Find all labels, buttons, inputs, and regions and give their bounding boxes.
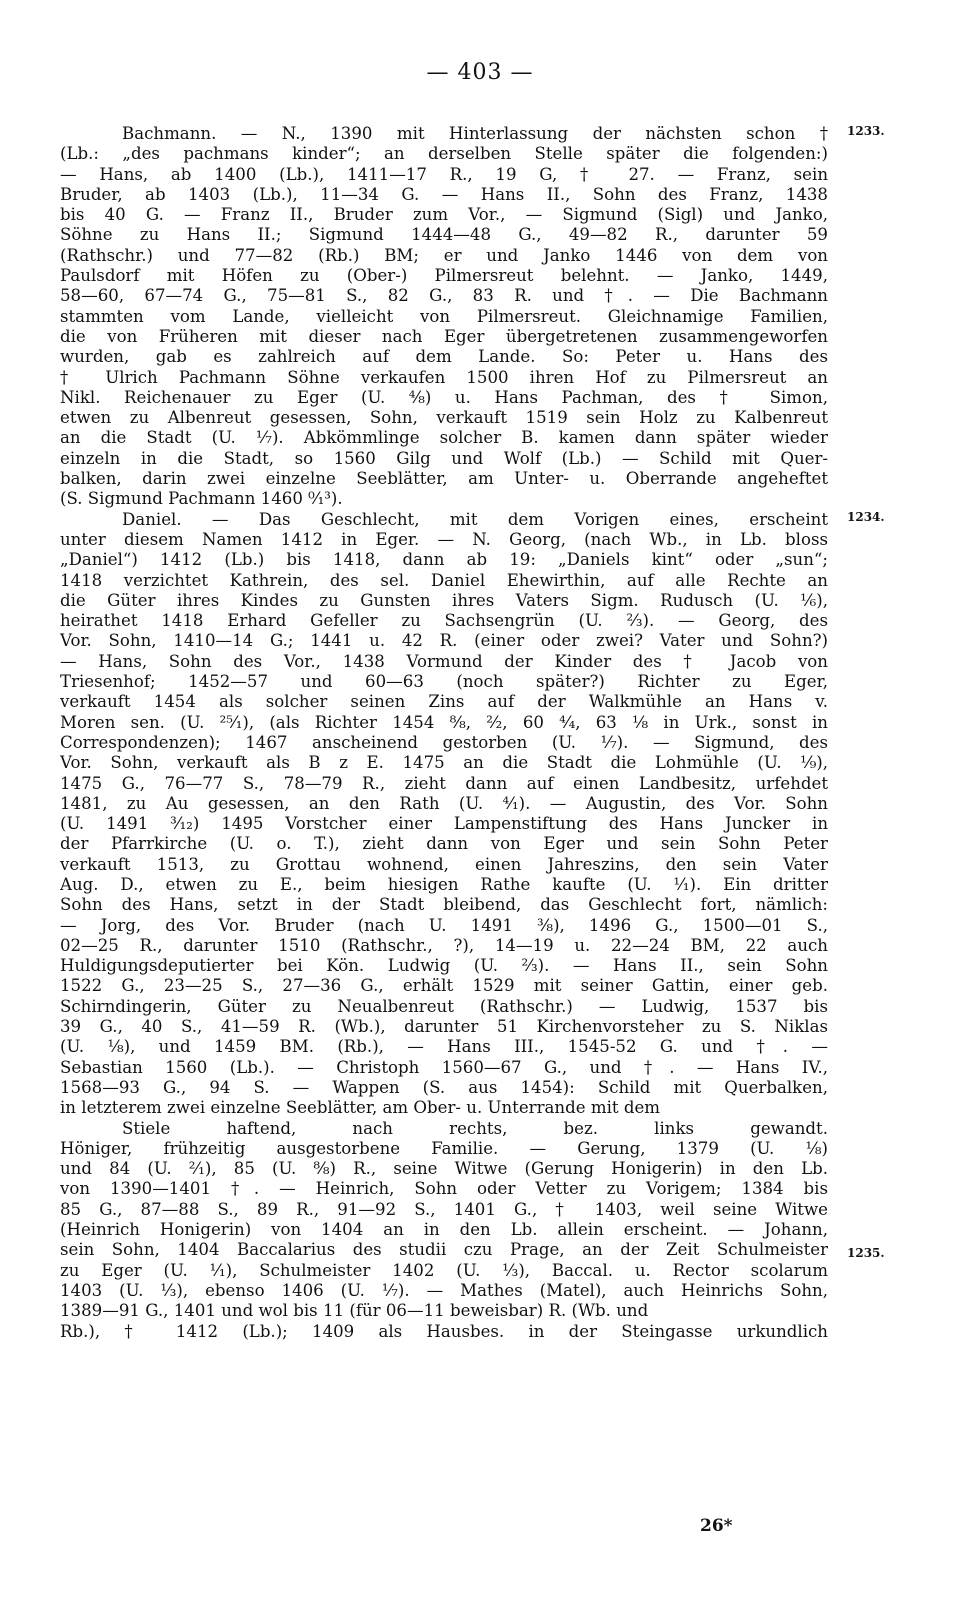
text-line: (Rathschr.) und 77—82 (Rb.) BM; er und Janko 1446 von dem von	[60, 245, 828, 265]
text-line: der Pfarrkirche (U. o. T.), zieht dann von Eger und sein Sohn Peter	[60, 834, 828, 854]
entry-heading-line: Bachmann. — N., 1390 mit Hinterlassung der nächsten schon †	[122, 124, 828, 143]
page-number: — 403 —	[426, 60, 534, 85]
text-line: die von Früheren mit dieser nach Eger übergetretenen zusammengeworfen	[60, 326, 828, 346]
text-line: Nikl. Reichenauer zu Eger (U. ⁴⁄₈) u. Hans Pachman, des † Simon,	[60, 387, 828, 407]
text-line: (Heinrich Honigerin) von 1404 an in den Lb. allein erscheint. — Johann,	[60, 1220, 828, 1240]
margin-note-1234: 1234.	[847, 510, 885, 524]
margin-note-1233: 1233.	[847, 124, 885, 138]
text-line: etwen zu Albenreut gesessen, Sohn, verkauft 1519 sein Holz zu Kalbenreut	[60, 408, 828, 428]
text-line: 1403 (U. ¹⁄₃), ebenso 1406 (U. ¹⁄₇). — Mathes (Matel), auch Heinrichs Sohn,	[60, 1280, 828, 1300]
text-line: Rb.), † 1412 (Lb.); 1409 als Hausbes. in der Steingasse urkundlich	[60, 1321, 828, 1341]
text-line: Sohn des Hans, setzt in der Stadt bleibend, das Geschlecht fort, nämlich:	[60, 895, 828, 915]
text-line: 1568—93 G., 94 S. — Wappen (S. aus 1454): Schild mit Querbalken,	[60, 1077, 828, 1097]
text-line: verkauft 1454 als solcher seinen Zins auf der Walkmühle an Hans v.	[60, 692, 828, 712]
text-line: „Daniel“) 1412 (Lb.) bis 1418, dann ab 19: „Daniels kint“ oder „sun“;	[60, 550, 828, 570]
signature-mark: 26*	[700, 1516, 733, 1536]
text-line: Aug. D., etwen zu E., beim hiesigen Rathe kaufte (U. ¹⁄₁). Ein dritter	[60, 874, 828, 894]
entry-heading-line: Stiele haftend, nach rechts, bez. links gewandt.	[122, 1118, 828, 1138]
text-line: — Hans, ab 1400 (Lb.), 1411—17 R., 19 G, † 27. — Franz, sein	[60, 164, 828, 184]
text-line: Sebastian 1560 (Lb.). — Christoph 1560—67 G., und †. — Hans IV.,	[60, 1057, 828, 1077]
text-line: † Ulrich Pachmann Söhne verkaufen 1500 ihren Hof zu Pilmersreut an	[60, 367, 828, 387]
text-line: (S. Sigmund Pachmann 1460 ⁰⁄₁³).	[60, 489, 343, 509]
text-line: (U. 1491 ³⁄₁₂) 1495 Vorstcher einer Lampenstiftung des Hans Juncker in	[60, 814, 828, 834]
text-line: Paulsdorf mit Höfen zu (Ober-) Pilmersreut belehnt. — Janko, 1449,	[60, 266, 828, 286]
text-line: 02—25 R., darunter 1510 (Rathschr., ?), 14—19 u. 22—24 BM, 22 auch	[60, 935, 828, 955]
text-line: von 1390—1401 †. — Heinrich, Sohn oder Vetter zu Vorigem; 1384 bis	[60, 1179, 828, 1199]
text-line: Söhne zu Hans II.; Sigmund 1444—48 G., 49—82 R., darunter 59	[60, 225, 828, 245]
text-line: sein Sohn, 1404 Baccalarius des studii czu Prage, an der Zeit Schulmeister	[60, 1240, 828, 1260]
text-line: und 84 (U. ²⁄₁), 85 (U. ⁸⁄₈) R., seine Witwe (Gerung Honigerin) in den Lb.	[60, 1159, 828, 1179]
text-line: verkauft 1513, zu Grottau wohnend, einen Jahreszins, den sein Vater	[60, 854, 828, 874]
entry-heading-line: Daniel. — Das Geschlecht, mit dem Vorigen eines, erscheint	[122, 509, 828, 529]
text-line: Vor. Sohn, 1410—14 G.; 1441 u. 42 R. (einer oder zwei? Vater und Sohn?)	[60, 631, 828, 651]
text-line: 85 G., 87—88 S., 89 R., 91—92 S., 1401 G., † 1403, weil seine Witwe	[60, 1199, 828, 1219]
text-line: Moren sen. (U. ²⁵⁄₁), (als Richter 1454 ⁸⁄₈, ²⁄₂, 60 ⁴⁄₄, 63 ¹⁄₈ in Urk., sonst in	[60, 712, 828, 732]
text-line: Triesenhof; 1452—57 und 60—63 (noch später?) Richter zu Eger,	[60, 672, 828, 692]
margin-note-1235: 1235.	[847, 1246, 885, 1260]
text-line: 1475 G., 76—77 S., 78—79 R., zieht dann auf einen Landbesitz, urfehdet	[60, 773, 828, 793]
text-line: zu Eger (U. ¹⁄₁), Schulmeister 1402 (U. ¹⁄₃), Baccal. u. Rector scolarum	[60, 1260, 828, 1280]
text-line: an die Stadt (U. ¹⁄₇). Abkömmlinge solcher B. kamen dann später wieder	[60, 428, 828, 448]
main-text	[60, 124, 828, 1342]
text-line: bis 40 G. — Franz II., Bruder zum Vor., — Sigmund (Sigl) und Janko,	[60, 205, 828, 225]
text-line: 1418 verzichtet Kathrein, des sel. Daniel Ehewirthin, auf alle Rechte an	[60, 570, 828, 590]
text-line: Bruder, ab 1403 (Lb.), 11—34 G. — Hans II., Sohn des Franz, 1438	[60, 184, 828, 204]
text-line: Vor. Sohn, verkauft als B z E. 1475 an die Stadt die Lohmühle (U. ¹⁄₉),	[60, 753, 828, 773]
text-line: wurden, gab es zahlreich auf dem Lande. So: Peter u. Hans des	[60, 347, 828, 367]
text-line: — Jorg, des Vor. Bruder (nach U. 1491 ³⁄₈), 1496 G., 1500—01 S.,	[60, 915, 828, 935]
text-line: 1522 G., 23—25 S., 27—36 G., erhält 1529 mit seiner Gattin, einer geb.	[60, 976, 828, 996]
text-line: stammten vom Lande, vielleicht von Pilmersreut. Gleichnamige Familien,	[60, 306, 828, 326]
text-line: die Güter ihres Kindes zu Gunsten ihres Vaters Sigm. Rudusch (U. ¹⁄₆),	[60, 590, 828, 610]
text-line: — Hans, Sohn des Vor., 1438 Vormund der Kinder des † Jacob von	[60, 651, 828, 671]
text-line: 58—60, 67—74 G., 75—81 S., 82 G., 83 R. und †. — Die Bachmann	[60, 286, 828, 306]
text-line: balken, darin zwei einzelne Seeblätter, am Unter- u. Oberrande angeheftet	[60, 469, 828, 489]
text-line: Schirndingerin, Güter zu Neualbenreut (Rathschr.) — Ludwig, 1537 bis	[60, 996, 828, 1016]
text-line: (U. ¹⁄₈), und 1459 BM. (Rb.), — Hans III., 1545-52 G. und †. —	[60, 1037, 828, 1057]
text-line: Höniger, frühzeitig ausgestorbene Familie. — Gerung, 1379 (U. ¹⁄₈)	[60, 1138, 828, 1158]
text-line: unter diesem Namen 1412 in Eger. — N. Georg, (nach Wb., in Lb. bloss	[60, 529, 828, 549]
text-line: heirathet 1418 Erhard Gefeller zu Sachsengrün (U. ²⁄₃). — Georg, des	[60, 611, 828, 631]
text-line: 1481, zu Au gesessen, an den Rath (U. ⁴⁄₁). — Augustin, des Vor. Sohn	[60, 793, 828, 813]
text-line: einzeln in die Stadt, so 1560 Gilg und Wolf (Lb.) — Schild mit Quer-	[60, 448, 828, 468]
text-line: 39 G., 40 S., 41—59 R. (Wb.), darunter 51 Kirchenvorsteher zu S. Niklas	[60, 1017, 828, 1037]
text-line: Correspondenzen); 1467 anscheinend gestorben (U. ¹⁄₇). — Sigmund, des	[60, 732, 828, 752]
text-line: (Lb.: „des pachmans kinder“; an derselben Stelle später die folgenden:)	[60, 144, 828, 164]
text-line: 1389—91 G., 1401 und wol bis 11 (für 06—11 beweisbar) R. (Wb. und	[60, 1301, 649, 1321]
text-line: in letzterem zwei einzelne Seeblätter, am Ober- u. Unterrande mit dem	[60, 1098, 660, 1118]
text-line: Huldigungsdeputierter bei Kön. Ludwig (U. ²⁄₃). — Hans II., sein Sohn	[60, 956, 828, 976]
